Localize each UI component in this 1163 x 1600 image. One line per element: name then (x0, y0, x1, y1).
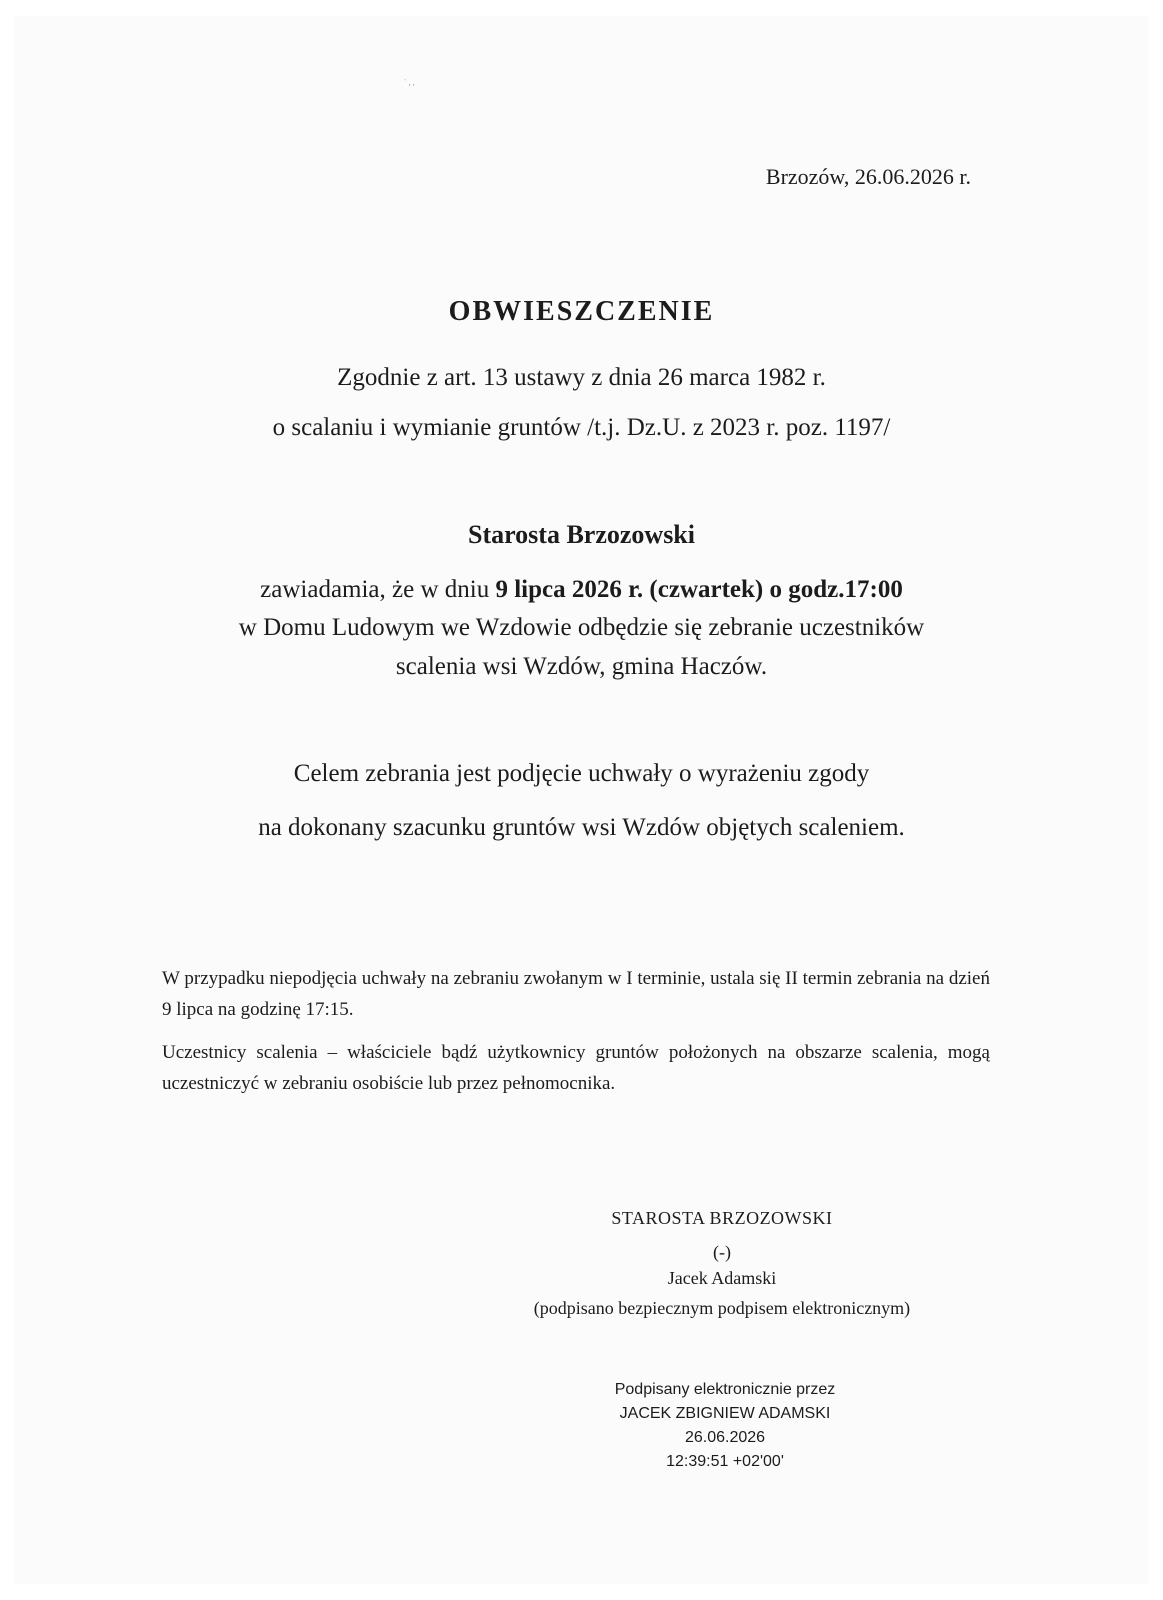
e-signature-date: 26.06.2026 (684, 1429, 766, 1446)
signature-note: (podpisano bezpiecznym podpisem elektronicznym) (533, 1298, 911, 1318)
e-signature-time: 12:39:51 +02'00' (666, 1453, 784, 1470)
signature-office: STAROSTA BRZOZOWSKI (611, 1208, 833, 1228)
place-and-date: Brzozów, 26.06.2026 r. (765, 164, 971, 189)
signature-name: Jacek Adamski (667, 1268, 777, 1288)
scan-specks: ` , , (404, 78, 415, 87)
legal-basis-line-1: Zgodnie z art. 13 ustawy z dnia 26 marca 1982 r. (337, 364, 826, 391)
purpose-line-1: Celem zebrania jest podjęcie uchwały o wyrażeniu zgody (293, 760, 870, 787)
meeting-datetime: 9 lipca 2026 r. (czwartek) o godz.17:00 (495, 576, 903, 603)
signature-mark: (-) (713, 1242, 731, 1262)
notice-prefix: zawiadamia, że w dniu (260, 576, 496, 603)
second-term-paragraph: W przypadku niepodjęcia uchwały na zebraniu zwołanym w I terminie, ustala się II termin zebrania na dzień 9 lipca na godzinę 17:15. (162, 968, 990, 1020)
legal-basis-line-2: o scalaniu i wymianie gruntów /t.j. Dz.U. z 2023 r. poz. 1197/ (272, 414, 891, 441)
participants-paragraph: Uczestnicy scalenia – właściciele bądź użytkownicy gruntów położonych na obszarze scalenia, mogą uczestniczyć w zebraniu osobiście lub przez pełnomocnika. (162, 1042, 990, 1094)
notice-line-2: w Domu Ludowym we Wzdowie odbędzie się zebranie uczestników (238, 614, 925, 641)
e-signature-label: Podpisany elektronicznie przez (614, 1381, 836, 1398)
notice-line-3: scalenia wsi Wzdów, gmina Haczów. (395, 653, 768, 680)
e-signature-signer: JACEK ZBIGNIEW ADAMSKI (619, 1405, 831, 1422)
issuing-authority: Starosta Brzozowski (467, 520, 695, 549)
document-title: OBWIESZCZENIE (448, 296, 715, 327)
notice-line-1 (0, 576, 1163, 604)
purpose-line-2: na dokonany szacunku gruntów wsi Wzdów objętych scaleniem. (258, 814, 905, 841)
document-page (14, 16, 1149, 1584)
